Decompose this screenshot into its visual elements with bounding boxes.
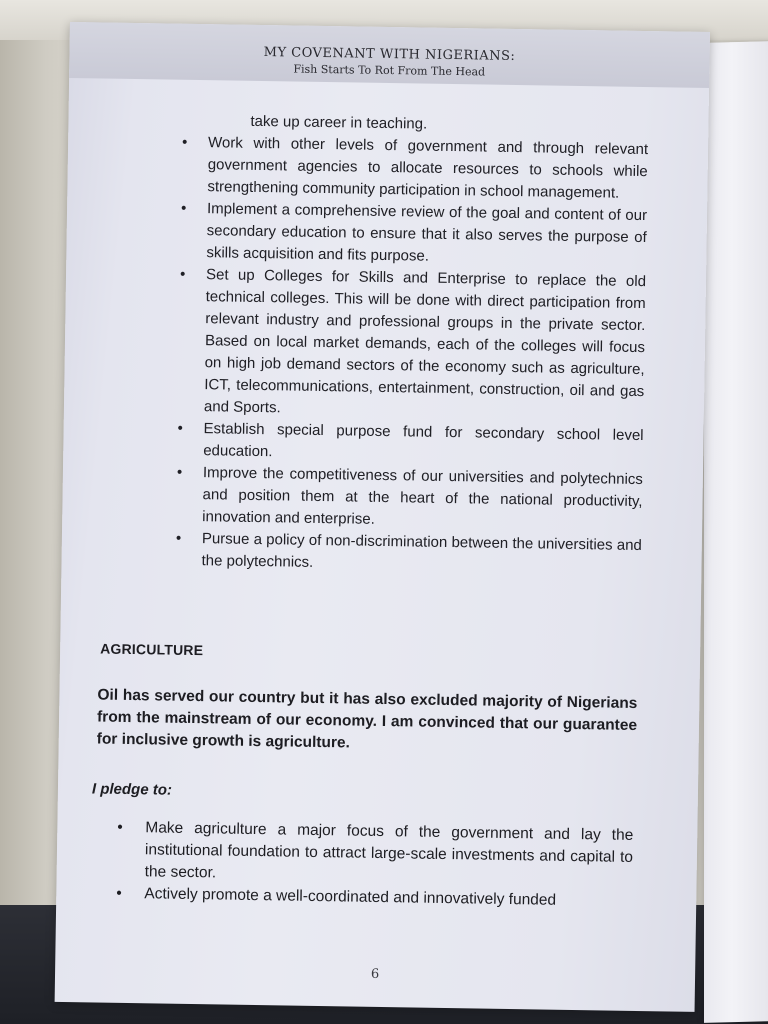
bullet-icon: • bbox=[175, 529, 182, 547]
bullet-icon: • bbox=[177, 419, 184, 437]
list-item-text: Set up Colleges for Skills and Enterprise to replace the old technical colleges. This will be done with direct participation from relevant industry and professional groups in the private sector. Based on local market demands, each of the colleges will focus on high job demand sectors of the economy such as agriculture, ICT, telecommunications, entertainment, construction, oil and gas and Sports. bbox=[203, 266, 647, 417]
list-item-text: Improve the competitiveness of our universities and polytechnics and position them at the heart of the national productivity, innovation and enterprise. bbox=[202, 464, 644, 528]
bullet-icon: • bbox=[117, 818, 123, 836]
list-item bbox=[180, 198, 648, 271]
booklet-page bbox=[55, 22, 710, 1012]
bullet-icon: • bbox=[181, 133, 188, 151]
list-item bbox=[117, 817, 634, 891]
pledge-label: I pledge to: bbox=[91, 780, 173, 799]
list-item bbox=[179, 264, 647, 425]
list-item bbox=[177, 418, 644, 469]
section-heading: AGRICULTURE bbox=[100, 640, 204, 659]
list-item-text: Work with other levels of government and through relevant government agencies to allocate resources to schools while strengthening community participation in school management. bbox=[207, 134, 649, 202]
continued-line: take up career in teaching. bbox=[250, 112, 428, 133]
bullet-icon: • bbox=[180, 199, 187, 217]
education-bullet-list bbox=[175, 132, 649, 579]
list-item-text: Pursue a policy of non-discrimination between the universities and the polytechnics. bbox=[201, 530, 642, 571]
list-item bbox=[175, 528, 642, 579]
header-subtitle: Fish Starts To Rot From The Head bbox=[293, 62, 486, 79]
list-item bbox=[176, 462, 644, 535]
section-intro: Oil has served our country but it has also excluded majority of Nigerians from the mainstream of our economy. I am convinced that our guarantee for inclusive growth is agriculture. bbox=[96, 686, 638, 752]
pledge-list bbox=[116, 817, 634, 913]
bullet-icon: • bbox=[116, 884, 122, 902]
header-title: MY COVENANT WITH NIGERIANS: bbox=[263, 45, 516, 64]
list-item-text: Implement a comprehensive review of the goal and content of our secondary education to ensure that it also serves the purpose of skills acquisition and fits purpose. bbox=[206, 200, 648, 265]
page-number: 6 bbox=[370, 966, 380, 982]
list-item-text: Make agriculture a major focus of the government and lay the institutional foundation to attract large-scale investments and capital to the sector. bbox=[144, 819, 634, 882]
bullet-icon: • bbox=[176, 463, 183, 481]
next-page-edge bbox=[704, 41, 768, 1023]
bullet-icon: • bbox=[179, 265, 186, 283]
running-header bbox=[69, 22, 710, 88]
list-item bbox=[181, 132, 649, 205]
list-item-text: Establish special purpose fund for secondary school level education. bbox=[203, 420, 644, 461]
list-item-text: Actively promote a well-coordinated and innovatively funded bbox=[144, 885, 557, 909]
